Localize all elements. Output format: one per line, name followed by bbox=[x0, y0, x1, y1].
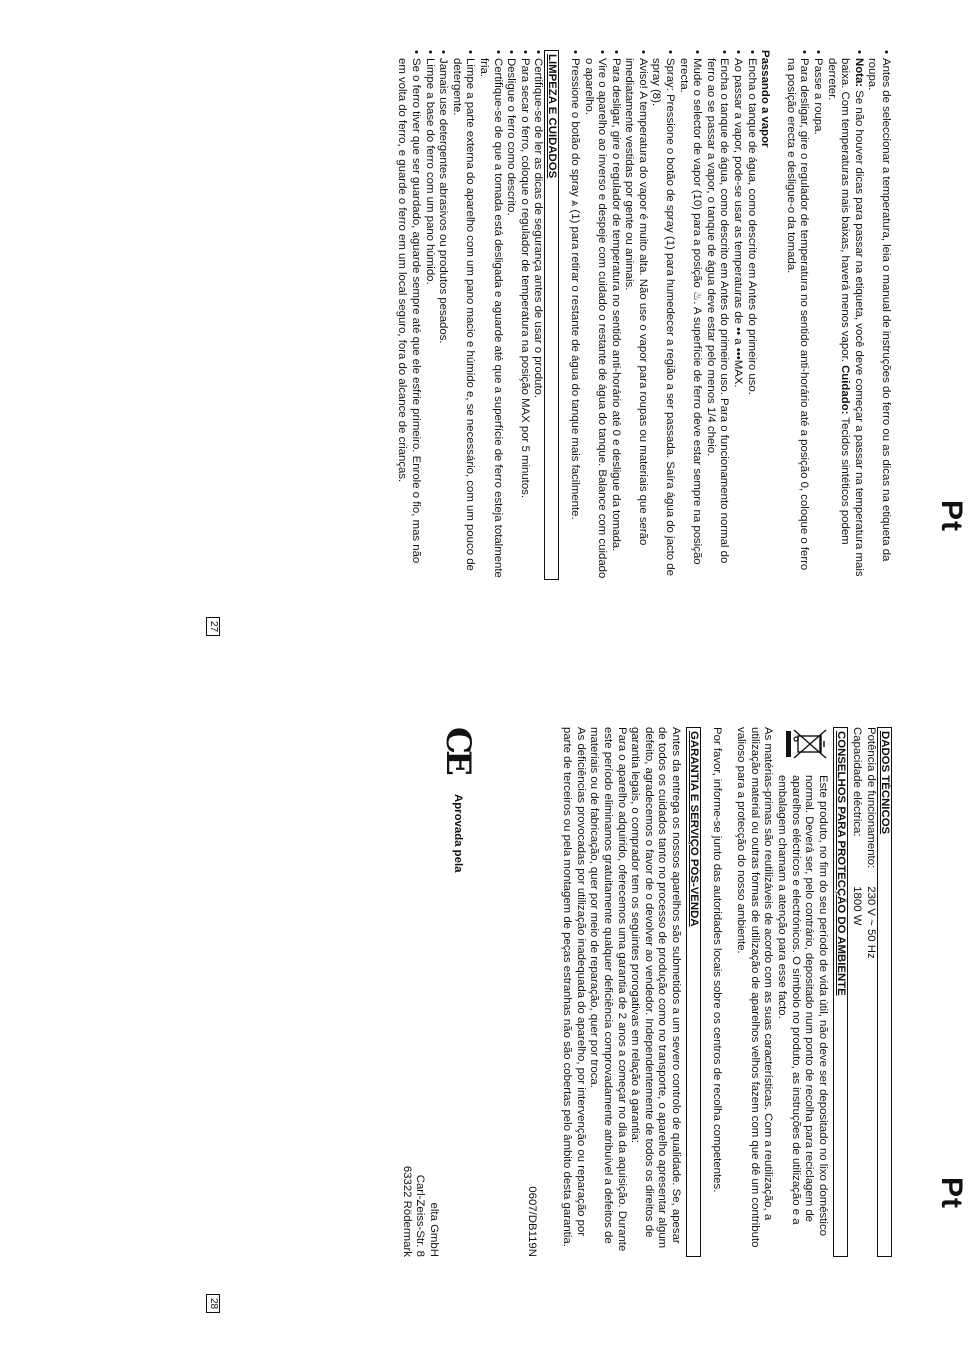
environment-paragraph: Por favor, informe-se junto das autoridades locais sobre os centros de recolha competentes. bbox=[710, 727, 723, 1193]
table-row bbox=[850, 727, 864, 977]
steam-heading: Passando a vapor bbox=[759, 50, 772, 148]
warranty-heading: GARANTIA E SERVIÇO PÓS-VENDA bbox=[686, 727, 701, 1257]
footer-block bbox=[388, 727, 538, 1257]
environment-paragraph: Este produto, no fim do seu período de vida útil, não deve ser depositado no lixo doméstico normal. Deverá ser, pelo contrário, depositado num ponto de recolha para reciclagem de aparelhos eléctricos e electrónicos. O símbolo no produto, as instruções de utilização e a embalagem chamam a atenção para esse facto. bbox=[776, 775, 829, 1236]
nota-text: Se não houver dicas para passar na etiqueta, você deve começar a passar na temperatura mais baixa. Com temperaturas mais baixas, haverá menos vapor. bbox=[839, 58, 865, 577]
address-line: Carl-Zeiss-Str. 8 bbox=[414, 1174, 427, 1257]
cleaning-list bbox=[395, 50, 545, 580]
language-label: Pt bbox=[935, 500, 968, 532]
environment-heading: CONSELHOS PARA PROTECÇÃO DO AMBIENTE bbox=[833, 727, 848, 1257]
list-item: • Spray: Pressione o botão de spray (1) para humedecer a região a ser passada. Saíra água do jacto de spray (8). bbox=[649, 50, 676, 580]
page-28 bbox=[190, 722, 968, 1322]
list-item: • Para desligar, gire o regulador de temperatura no sentido anti-horário até 0 e desligue da tomada. bbox=[608, 50, 622, 580]
list-item: • Se o ferro tiver que ser guardado, aguarde sempre até que ele esfrie primeiro. Enrole o fio, mas não em volta do ferro, e guarde o ferro em um local seguro, fora do alcance de crianças. bbox=[395, 50, 422, 580]
list-item: • Mude o selector de vapor (10) para a posição ♨. A superfície de ferro deve estar sempre na posição erecta. bbox=[676, 50, 703, 580]
list-item: • Para desligar, gire o regulador de temperatura no sentido anti-horário até a posição 0, coloque o ferro na posição erecta e desligue-o da tomada. bbox=[783, 50, 810, 580]
list-item: • Pressione o botão do spray ⩓ (1) para retirar o restante de água do tanque mais facilmente. bbox=[567, 50, 581, 580]
list-item: • Limpe a base do ferro com um pano húmido. bbox=[422, 50, 436, 580]
tech-label: Potência de funcionamento: bbox=[865, 727, 877, 869]
page-27 bbox=[190, 45, 968, 645]
table-row bbox=[863, 727, 877, 977]
doc-code: 0607/DB119N bbox=[525, 1186, 538, 1257]
cuidado-label: Cuidado: bbox=[839, 365, 852, 415]
approval-row bbox=[437, 727, 478, 873]
list-item: • Vire o aparelho ao inverso e despeje com cuidado o restante de água do tanque. Balance com cuidado o aparelho. bbox=[581, 50, 608, 580]
text-column bbox=[388, 727, 892, 1257]
tech-value: 1800 W bbox=[851, 886, 864, 926]
text-column bbox=[395, 50, 892, 580]
address-line: 63322 Rödermark bbox=[400, 1165, 413, 1257]
approval-text: Aprovada pela bbox=[451, 793, 464, 873]
environment-block bbox=[774, 727, 828, 1257]
list-item: • Para secar o ferro, coloque o regulador de temperatura na posição MAX por 5 minutos. bbox=[517, 50, 531, 580]
tech-value: 230 V ~ 50 Hz bbox=[865, 886, 877, 959]
list-item: • Certifique-se de ler as dicas de segurança antes de usar o produto. bbox=[531, 50, 545, 580]
language-label: Pt bbox=[935, 1177, 968, 1209]
intro-list bbox=[783, 50, 892, 580]
tech-table bbox=[850, 727, 877, 977]
cleaning-heading: LIMPEZA E CUIDADOS bbox=[544, 50, 559, 580]
page-number: 28 bbox=[206, 1294, 220, 1313]
steam-list bbox=[567, 50, 757, 580]
page-number: 27 bbox=[206, 617, 220, 636]
list-item: • Encha o tanque de água, como descrito em Antes do primeiro uso. Para o funcionamento normal do ferro ao se passar a vapor, o tanque de água deve estar pelo menos 1/4 cheio. bbox=[703, 50, 730, 580]
cuidado-text: Tecidos sintéticos podem derreter. bbox=[825, 58, 852, 545]
list-item: • Aviso! A temperatura do vapor é muito alta. Não use o vapor para roupas ou materiais que serão imediatamente vestidas por gente ou animais. bbox=[622, 50, 649, 580]
warranty-paragraph: As deficiências provocadas por utilização inadequada do aparelho, por intervenção ou reparação por parte de terceiros ou pela montagem de peças estranhas não são cobertas pelo âmbito desta garantia. bbox=[561, 727, 587, 1247]
crossed-bin-icon bbox=[785, 727, 829, 761]
list-item bbox=[824, 50, 865, 580]
ce-mark-icon: CE bbox=[437, 727, 478, 772]
address-line: elta GmbH bbox=[427, 1202, 440, 1257]
nota-label: Nota: bbox=[852, 58, 865, 88]
list-item: • Limpe a parte externa do aparelho com um pano macio e húmido e, se necessário, com um pouco de detergente. bbox=[449, 50, 476, 580]
address-block bbox=[400, 1166, 440, 1257]
list-item: • Antes de seleccionar a temperatura, leia o manual de instruções do ferro ou as dicas na etiqueta da roupa. bbox=[865, 50, 892, 580]
list-item: • Jamais use detergentes abrasivos ou produtos pesados. bbox=[436, 50, 450, 580]
list-item: • Encha o tanque de água, como descrito em Antes do primeiro uso. bbox=[744, 50, 758, 580]
environment-paragraph: As matérias-primas são reutilizáveis de acordo com as suas características. Com a reutilização, a utilização material ou outras formas de utilização de aparelhos velhos fazem com que dê um contributo valioso para a protecção do nosso ambiente. bbox=[735, 727, 775, 1248]
tech-heading: DADOS TÉCNICOS bbox=[877, 727, 892, 1257]
list-item: • Certifique-se de que a tomada está desligada e aguarde até que a superfície de ferro esteja totalmente fria. bbox=[476, 50, 503, 580]
list-item: • Desligue o ferro como descrito. bbox=[504, 50, 518, 580]
warranty-paragraph: Antes da entrega os nossos aparelhos são submetidos a um severo controlo de qualidade. Se, apesar de todos os cuidados tanto no processo de produção como no transporte, o aparelho apresentar algum defeito, agradecemos o favor de o devolver ao vendedor. Independentemente de todos os direitos de garantia legais, o comprador tem os seguintes prorogativas em relação à garantia: bbox=[629, 727, 683, 1249]
warranty-paragraph: Para o aparelho adquirido, oferecemos uma garantia de 2 anos a começar no dia da aquisição. Durante este período eliminamos gratuitamente qualquer deficiência comprovadamente atribuível a defeitos de materiais ou de fabricação, quer por meio de reparação, quer por troca. bbox=[588, 727, 628, 1252]
tech-label: Capacidade eléctrica: bbox=[851, 727, 864, 837]
list-item: • Passe a roupa. bbox=[810, 50, 824, 580]
list-item: • Ao passar a vapor, pode-se usar as temperaturas de •• a •••MAX. bbox=[730, 50, 744, 580]
